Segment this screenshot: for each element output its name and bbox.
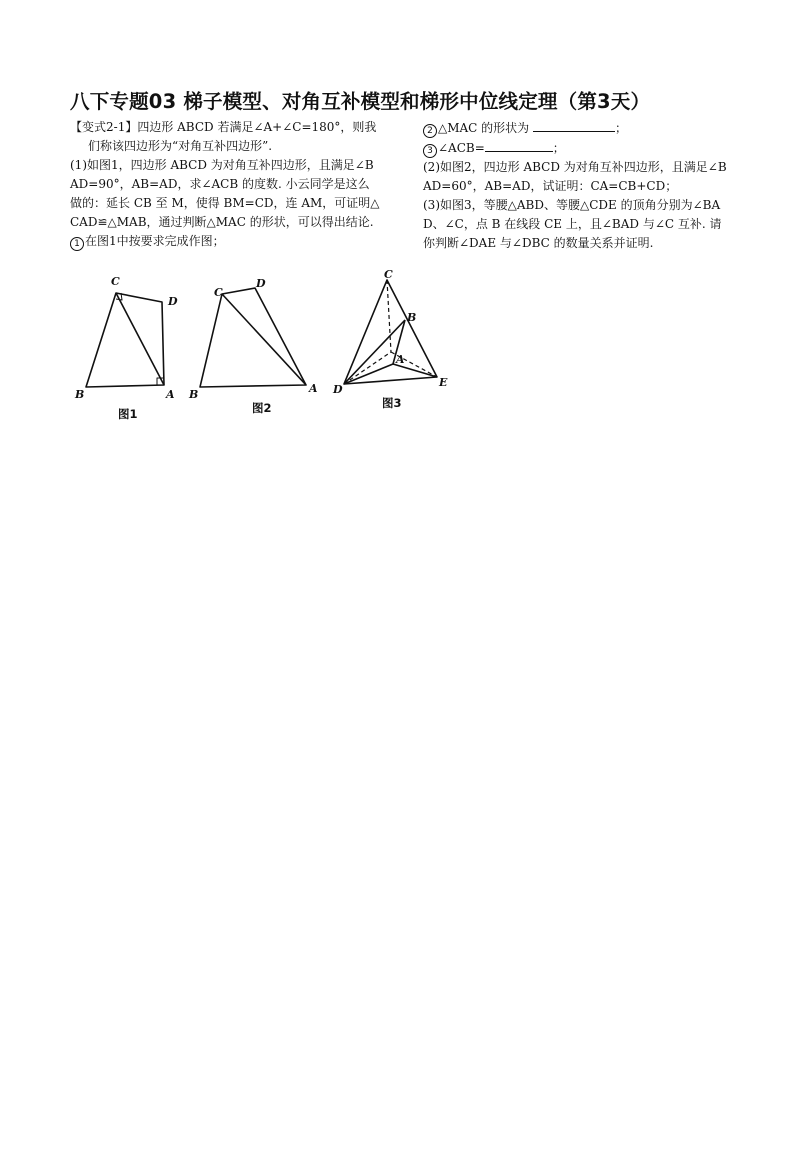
label-e: E (439, 376, 448, 389)
part3-line-2: D、∠C，点 B 在线段 CE 上，且∠BAD 与∠C 互补. 请 (423, 217, 722, 231)
label-d: D (168, 295, 178, 308)
figure-3-caption: 图3 (382, 396, 402, 410)
item-2-marker: 2 (423, 124, 437, 138)
label-a: A (309, 382, 318, 395)
part1-line-1: (1)如图1，四边形 ABCD 为对角互补四边形，且满足∠B (70, 158, 374, 172)
answer-blank-3[interactable] (485, 138, 553, 152)
item-1-text: 在图1中按要求完成作图； (85, 234, 225, 248)
item-3-marker: 3 (423, 144, 437, 158)
label-b: B (189, 388, 199, 401)
label-d: D (333, 383, 343, 396)
label-a: A (166, 388, 175, 401)
part1-line-2: AD=90°，AB=AD，求∠ACB 的度数. 小云同学是这么 (70, 177, 370, 191)
figure-3-drawing (330, 268, 455, 424)
figure-2-drawing (186, 268, 326, 424)
label-d: D (256, 277, 266, 290)
figure-1-drawing (60, 268, 190, 424)
dashed-segment-c (387, 280, 391, 352)
item-2-end: ； (615, 121, 628, 135)
quadrilateral-abcd (86, 293, 164, 387)
label-a: A (396, 353, 405, 366)
label-b: B (75, 388, 85, 401)
intro-line-2: 们称该四边形为“对角互补四边形”. (88, 139, 273, 153)
intro-line-1: 【变式2-1】四边形 ABCD 若满足∠A+∠C=180°，则我 (70, 120, 377, 134)
part3-line-3: 你判断∠DAE 与∠DBC 的数量关系并证明. (423, 236, 654, 250)
figure-2 (186, 268, 326, 424)
figure-3 (330, 268, 455, 424)
diagonal-ca (116, 293, 164, 385)
quadrilateral-abcd (200, 288, 306, 387)
item-3-text: ∠ACB= (438, 141, 485, 155)
item-2-text: △MAC 的形状为 (438, 121, 530, 135)
part3-line-1: (3)如图3，等腰△ABD、等腰△CDE 的顶角分别为∠BA (423, 198, 721, 212)
diagonal-ca (222, 294, 306, 385)
figure-2-caption: 图2 (252, 401, 272, 415)
figure-1 (60, 268, 190, 424)
figure-1-caption: 图1 (118, 407, 138, 421)
part1-line-3: 做的：延长 CB 至 M，使得 BM=CD，连 AM，可证明△ (70, 196, 380, 210)
label-c: C (384, 268, 393, 281)
answer-blank-2[interactable] (533, 118, 615, 132)
problem-text-right (423, 118, 753, 253)
label-c: C (214, 286, 223, 299)
item-1-marker: 1 (70, 237, 84, 251)
part2-line-1: (2)如图2，四边形 ABCD 为对角互补四边形，且满足∠B (423, 160, 727, 174)
label-c: C (111, 275, 120, 288)
item-3-end: ； (552, 141, 565, 155)
label-b: B (407, 311, 417, 324)
part1-item2 (423, 118, 753, 138)
part2-line-2: AD=60°，AB=AD，试证明：CA=CB+CD； (423, 179, 678, 193)
problem-text-left (70, 118, 410, 251)
part1-item1 (70, 232, 410, 251)
part1-line-4: CAD≌△MAB，通过判断△MAC 的形状，可以得出结论. (70, 215, 374, 229)
page-title: 八下专题03 梯子模型、对角互补模型和梯形中位线定理（第3天） (70, 90, 651, 113)
part1-item3 (423, 138, 753, 158)
